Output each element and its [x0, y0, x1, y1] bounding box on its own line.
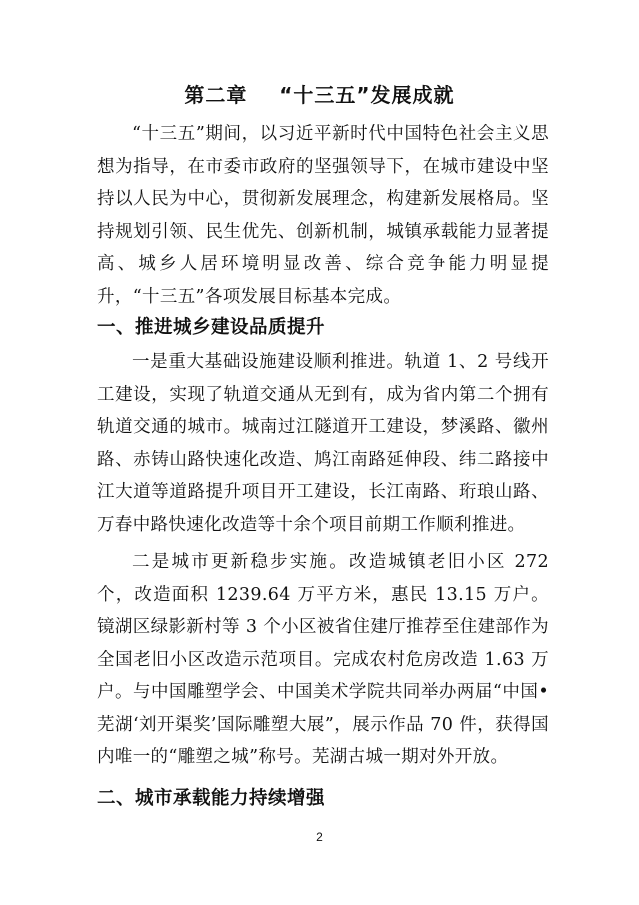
section-1-paragraph-2: 二是城市更新稳步实施。改造城镇老旧小区 272 个，改造面积 1239.64 万平方米，惠民 13.15 万户。镜湖区绿影新村等 3 个小区被省住建厅推荐至住建部作为全国老旧小区改造示范项目。完成农村危房改造 1.63 万户。与中国雕塑学会、中国美术学院共同举办两届“中国•芜湖‘刘开渠奖’国际雕塑大展”，展示作品 70 件，获得国内唯一的“雕塑之城”称号。芜湖古城一期对外开放。: [97, 552, 549, 767]
section-heading-2: 二、城市承载能力持续增强: [97, 788, 326, 809]
intro-paragraph: “十三五”期间，以习近平新时代中国特色社会主义思想为指导，在市委市政府的坚强领导下，在城市建设中坚持以人民为中心，贯彻新发展理念，构建新发展格局。坚持规划引领、民生优先、创新机制，城镇承载能力显著提高、城乡人居环境明显改善、综合竞争能力明显提升，“十三五”各项发展目标基本完成。: [97, 124, 549, 307]
page-number: 2: [316, 830, 323, 844]
section-1-paragraph-1: 一是重大基础设施建设顺利推进。轨道 1、2 号线开工建设，实现了轨道交通从无到有，成为省内第二个拥有轨道交通的城市。城南过江隧道开工建设，梦溪路、徽州路、赤铸山路快速化改造、鸠江南路延伸段、纬二路接中江大道等道路提升项目开工建设，长江南路、珩琅山路、万春中路快速化改造等十余个项目前期工作顺利推进。: [97, 352, 549, 535]
section-heading-1: 一、推进城乡建设品质提升: [97, 317, 326, 338]
chapter-title: 第二章 “十三五”发展成就: [184, 83, 455, 107]
